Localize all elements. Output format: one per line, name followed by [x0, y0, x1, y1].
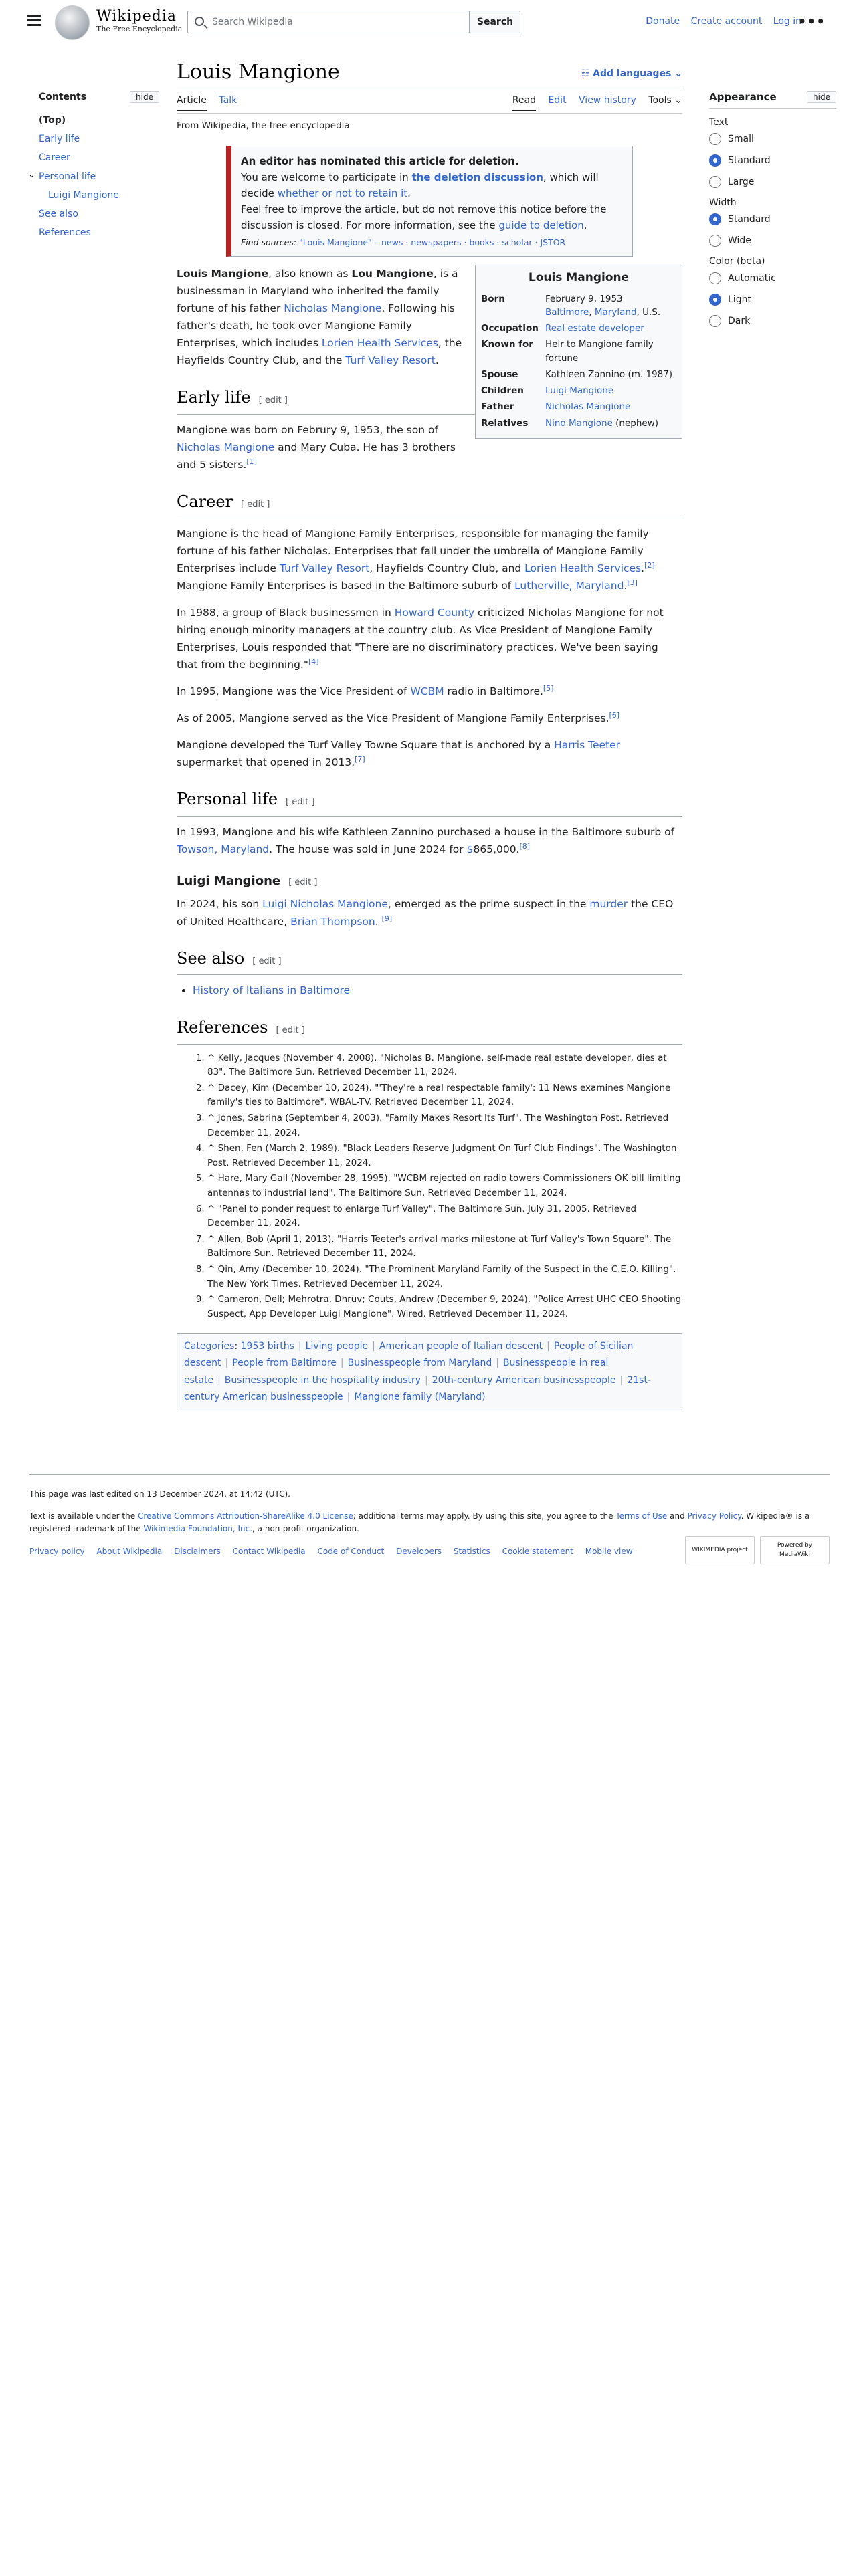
wikipedia-globe-logo[interactable] — [55, 5, 90, 40]
turf-valley-link[interactable]: Turf Valley Resort — [345, 354, 436, 367]
width-label: Width — [709, 197, 737, 208]
privacy-link[interactable]: Privacy Policy — [687, 1511, 741, 1521]
category-link[interactable]: 20th-century American businesspeople — [432, 1374, 616, 1386]
dollar-link[interactable]: $ — [466, 843, 474, 855]
text: , emerged as the prime suspect in the — [387, 897, 590, 910]
donate-link[interactable]: Donate — [646, 16, 680, 27]
footer-link[interactable]: About Wikipedia — [96, 1546, 163, 1556]
cc-license-link[interactable]: Creative Commons Attribution-ShareAlike 4.0 License — [137, 1511, 353, 1521]
text: . — [375, 915, 382, 928]
nicholas-mangione-link[interactable]: Nicholas Mangione — [284, 302, 382, 315]
footer-link[interactable]: Contact Wikipedia — [232, 1546, 306, 1556]
baltimore-link[interactable]: Baltimore — [545, 306, 589, 318]
text: In 1995, Mangione was the Vice President of — [177, 685, 411, 698]
edit-section-link[interactable]: [ edit ] — [241, 499, 270, 510]
infobox-label: Children — [481, 385, 524, 396]
tab-article[interactable]: Article — [177, 95, 207, 111]
article-main — [177, 60, 682, 1410]
footer-link[interactable]: Mobile view — [585, 1546, 633, 1556]
search-button[interactable]: Search — [470, 11, 520, 33]
wikipedia-tagline: The Free Encyclopedia — [96, 25, 183, 33]
heading-text: Luigi Mangione — [177, 873, 281, 888]
color-automatic-option[interactable] — [709, 272, 836, 284]
footer-badges — [685, 1536, 830, 1564]
text: . — [624, 580, 628, 592]
infobox-row-born: Born February 9, 1953 Baltimore, Maryland, U.S. — [481, 292, 676, 320]
see-also-list — [193, 982, 682, 999]
separator: | — [372, 1341, 375, 1352]
murder-link[interactable]: murder — [589, 897, 628, 910]
edit-section-link[interactable]: [ edit ] — [286, 797, 315, 808]
turf-valley-link[interactable]: Turf Valley Resort — [279, 562, 370, 574]
reference-item[interactable]: 8. ^ Qin, Amy (December 10, 2024). "The Prominent Maryland Family of the Suspect in the C.E.O. Killing". The New York Times. Retrieved December 11, 2024. — [207, 1263, 682, 1291]
text: , the Hayfields Country Club, and the — [177, 337, 462, 367]
reference-item[interactable]: 3. ^ Jones, Sabrina (September 4, 2003). "Family Makes Resort Its Turf". The Washington Post. Retrieved December 11, 2024. — [207, 1111, 682, 1140]
text: , a non-profit organization. — [252, 1524, 359, 1534]
table-of-contents — [28, 91, 159, 246]
heading-text: References — [177, 1018, 268, 1037]
radio-icon[interactable] — [709, 315, 721, 327]
birth-date: February 9, 1953 — [545, 293, 623, 304]
infobox-row-occupation — [481, 322, 676, 335]
radio-selected-icon[interactable] — [709, 294, 721, 306]
category-link[interactable]: Living people — [305, 1341, 369, 1352]
reference-item[interactable]: 2. ^ Dacey, Kim (December 10, 2024). "'They're a real respectable family': 11 News examines Mangione family's ties to Baltimore". WBAL-TV. Retrieved December 11, 2024. — [207, 1081, 682, 1110]
page-title-text: Louis Mangione — [177, 60, 340, 84]
text: ; additional terms may apply. By using this site, you agree to the — [353, 1511, 616, 1521]
brian-thompson-link[interactable]: Brian Thompson — [290, 915, 375, 928]
toc-item-early-life[interactable]: Early life — [39, 134, 80, 144]
citation-link[interactable]: [7] — [355, 755, 365, 764]
search-input[interactable] — [212, 15, 433, 29]
more-options-icon[interactable]: ••• — [797, 13, 826, 29]
infobox-label: Spouse — [481, 368, 518, 380]
section-heading-references — [177, 1014, 682, 1044]
maryland-link[interactable]: Maryland — [594, 306, 637, 318]
footer-link[interactable]: Statistics — [453, 1546, 490, 1556]
footer-link[interactable]: Code of Conduct — [317, 1546, 385, 1556]
nicholas-mangione-link[interactable]: Nicholas Mangione — [545, 401, 631, 413]
infobox-label: Born — [481, 293, 505, 304]
separator: | — [425, 1374, 428, 1386]
nicholas-mangione-link[interactable]: Nicholas Mangione — [177, 441, 275, 453]
text: , also known as — [268, 267, 352, 280]
option-label: Large — [728, 177, 755, 187]
option-label: Standard — [728, 155, 771, 166]
footer-link[interactable]: Privacy policy — [29, 1546, 85, 1556]
citation-link[interactable]: [2] — [644, 560, 655, 570]
citation-link[interactable]: [6] — [609, 711, 620, 720]
bold-name: Louis Mangione — [177, 267, 269, 280]
last-edited: This page was last edited on 13 December 2024, at 14:42 (UTC). — [29, 1489, 290, 1499]
reference-item[interactable]: 6. ^ "Panel to ponder request to enlarge Turf Valley". The Baltimore Sun. July 31, 2005. Retrieved December 11, 2024. — [207, 1202, 682, 1231]
text: . Wikipedia® is a registered trademark of the — [29, 1511, 810, 1534]
mediawiki-badge[interactable]: Powered by MediaWiki — [760, 1536, 830, 1564]
harris-teeter-link[interactable]: Harris Teeter — [554, 739, 620, 752]
edit-section-link[interactable]: [ edit ] — [258, 395, 288, 406]
page-tabs — [177, 95, 682, 114]
deletion-discussion-link[interactable]: the deletion discussion — [411, 171, 543, 183]
reference-item[interactable]: 1. ^ Kelly, Jacques (November 4, 2008). "Nicholas B. Mangione, self-made real estate developer, dies at 83". The Baltimore Sun. Retrieved December 11, 2024. — [207, 1051, 682, 1080]
notice-line-1: You are welcome to participate in the deletion discussion, which will decide whether or not to retain it. — [241, 171, 599, 199]
citation-link[interactable]: [1] — [246, 457, 257, 466]
text: and Mary Cuba. He has 3 brothers and 5 sisters. — [177, 441, 456, 471]
tab-view-history[interactable]: View history — [579, 95, 636, 106]
citation-link[interactable]: [5] — [543, 684, 554, 693]
toc-item-see-also[interactable]: See also — [39, 209, 78, 219]
find-sources-label: Find sources: — [241, 237, 297, 247]
category-link[interactable]: 1953 births — [240, 1341, 294, 1352]
reference-item[interactable]: 9. ^ Cameron, Dell; Mehrotra, Dhruv; Couts, Andrew (December 9, 2024). "Police Arrest UHC CEO Shooting Suspect, App Developer Luigi Mangione". Wired. Retrieved December 11, 2024. — [207, 1293, 682, 1321]
separator: | — [217, 1374, 221, 1386]
bold-name: Lou Mangione — [351, 267, 434, 280]
text-standard-option[interactable] — [709, 154, 836, 167]
career-paragraph-5 — [177, 736, 682, 771]
option-label: Automatic — [728, 273, 776, 284]
text: radio in Baltimore. — [444, 685, 543, 698]
heading-text: See also — [177, 948, 245, 968]
footer-link[interactable]: Developers — [396, 1546, 442, 1556]
text: (nephew) — [612, 417, 659, 429]
guide-to-deletion-link[interactable]: guide to deletion — [498, 219, 584, 231]
deletion-notice — [226, 146, 633, 257]
option-label: Standard — [728, 214, 771, 225]
personal-life-paragraph — [177, 823, 682, 858]
option-label: Wide — [728, 235, 751, 246]
heading-text: Personal life — [177, 790, 278, 809]
separator: | — [340, 1358, 344, 1369]
lutherville-link[interactable]: Lutherville, Maryland — [514, 580, 624, 592]
text-large-option[interactable] — [709, 176, 836, 188]
career-paragraph-2 — [177, 604, 682, 673]
add-languages-button[interactable]: ☷ Add languages ⌄ — [581, 68, 682, 79]
separator: | — [547, 1341, 550, 1352]
separator: | — [619, 1374, 624, 1386]
find-sources-links[interactable]: "Louis Mangione" – news · newspapers · books · scholar · JSTOR — [299, 237, 566, 247]
text-size-label: Text — [709, 117, 729, 128]
list-item — [193, 982, 682, 999]
create-account-link[interactable]: Create account — [690, 16, 763, 27]
chevron-down-icon[interactable]: ⌄ — [28, 170, 35, 180]
appearance-title: Appearance — [709, 91, 777, 103]
separator: | — [298, 1341, 302, 1352]
category-link[interactable]: People of Sicilian descent — [184, 1341, 634, 1369]
text-small-option[interactable] — [709, 133, 836, 145]
citation-link[interactable]: [8] — [519, 841, 531, 851]
history-italians-link[interactable]: History of Italians in Baltimore — [193, 984, 351, 997]
infobox-label: Relatives — [481, 417, 529, 429]
text: supermarket that opened in 2013. — [177, 756, 355, 769]
luigi-paragraph — [177, 895, 682, 930]
infobox-label: Occupation — [481, 323, 539, 334]
wikimedia-badge[interactable]: WIKIMEDIA project — [685, 1536, 755, 1564]
width-standard-option[interactable] — [709, 213, 836, 225]
citation-link[interactable]: [9] — [381, 914, 393, 923]
text: 865,000. — [473, 843, 520, 855]
career-paragraph-4 — [177, 710, 682, 727]
infobox-value: Kathleen Zannino (m. 1987) — [545, 368, 673, 380]
add-languages-label: Add languages — [593, 68, 672, 79]
option-label: Small — [728, 134, 754, 144]
infobox-row-father — [481, 400, 676, 413]
text: the CEO of United Healthcare, — [177, 897, 674, 928]
category-link[interactable]: People from Baltimore — [232, 1358, 337, 1369]
section-heading-see-also — [177, 945, 682, 975]
tab-tools[interactable]: Tools ⌄ — [648, 95, 682, 106]
text: . — [641, 562, 645, 574]
infobox-label: Father — [481, 401, 514, 413]
infobox-label: Known for — [481, 339, 533, 350]
site-header — [0, 0, 859, 44]
luigi-mangione-link[interactable]: Luigi Nicholas Mangione — [262, 897, 388, 910]
text: , is a businessman in Maryland who inherited the family fortune of his father — [177, 267, 458, 315]
career-paragraph-1 — [177, 525, 682, 595]
infobox-title: Louis Mangione — [528, 271, 630, 284]
heading-text: Career — [177, 492, 233, 511]
infobox — [475, 265, 682, 439]
reference-item[interactable]: 4. ^ Shen, Fen (March 2, 1989). "Black Leaders Reserve Judgment On Turf Club Findings". The Washington Post. Retrieved December 11, 2024. — [207, 1142, 682, 1170]
text: Mangione is the head of Mangione Family Enterprises, responsible for managing the family fortune of his father Nicholas. Enterprises that fall under the umbrella of Mangione Family Enterprises include — [177, 527, 649, 574]
edit-section-link[interactable]: [ edit ] — [252, 956, 282, 966]
text: . The house was sold in June 2024 for — [269, 843, 467, 855]
edit-section-link[interactable]: [ edit ] — [288, 877, 318, 887]
retain-link[interactable]: whether or not to retain it — [277, 187, 408, 199]
infobox-row-known-for — [481, 338, 676, 365]
edit-section-link[interactable]: [ edit ] — [276, 1025, 305, 1036]
toc-item-personal-life[interactable]: Personal life — [39, 171, 96, 182]
text: Text is available under the — [29, 1511, 138, 1521]
infobox-row-spouse — [481, 368, 676, 381]
category-link[interactable]: American people of Italian descent — [379, 1341, 543, 1352]
wikipedia-wordmark[interactable]: Wikipedia — [96, 8, 177, 25]
toc-item-career[interactable]: Career — [39, 152, 70, 163]
reference-item[interactable]: 5. ^ Hare, Mary Gail (November 28, 1995). "WCBM rejected on radio towers Commissioners OK bill limiting antennas to industrial land". The Baltimore Sun. Retrieved December 11, 2024. — [207, 1172, 682, 1200]
footer-link[interactable]: Cookie statement — [502, 1546, 573, 1556]
width-wide-option[interactable] — [709, 235, 836, 247]
log-in-link[interactable]: Log in — [773, 16, 801, 27]
text: In 1988, a group of Black businessmen in — [177, 607, 395, 619]
wcbm-link[interactable]: WCBM — [410, 685, 444, 698]
category-link[interactable]: Mangione family (Maryland) — [354, 1391, 486, 1402]
search-icon — [195, 17, 204, 26]
separator: | — [225, 1358, 229, 1369]
section-heading-personal-life — [177, 786, 682, 816]
infobox-row-children — [481, 384, 676, 397]
lorien-link[interactable]: Lorien Health Services — [524, 562, 642, 574]
categories-box: Categories: 1953 births | Living people | American people of Italian descent | People of Sicilian descent | People from Baltimore | Businesspeople from Maryland | Businesspeople in real estate | Businesspeople in the hospitality industry | 20th-century American businesspeople | 21st-century American businesspeople | Mangione family (Maryland) — [177, 1333, 682, 1410]
appearance-panel — [709, 91, 836, 336]
career-paragraph-3 — [177, 683, 682, 700]
citation-link[interactable]: [3] — [627, 578, 638, 587]
tab-talk[interactable]: Talk — [219, 95, 237, 106]
infobox-row-relatives — [481, 417, 676, 430]
text: , which will decide — [241, 171, 599, 199]
text: As of 2005, Mangione served as the Vice President of Mangione Family Enterprises. — [177, 712, 609, 725]
notice-line-2: Feel free to improve the article, but do not remove this notice before the discussion is closed. For more information, see the guide to deletion. — [241, 203, 607, 231]
toc-hide-button[interactable]: hide — [130, 91, 159, 103]
footer-link[interactable]: Disclaimers — [174, 1546, 221, 1556]
page-title — [177, 60, 682, 88]
notice-heading: An editor has nominated this article for deletion. — [241, 155, 519, 167]
radio-selected-icon[interactable] — [709, 213, 721, 225]
lorien-link[interactable]: Lorien Health Services — [321, 337, 438, 350]
tools-label: Tools — [648, 95, 672, 106]
find-sources — [241, 236, 623, 249]
categories-label-link[interactable]: Categories — [184, 1341, 235, 1352]
citation-link[interactable]: [4] — [308, 657, 319, 666]
text: Mangione Family Enterprises is based in the Baltimore suburb of — [177, 580, 515, 592]
text: Feel free to improve the article, but do not remove this notice before the discussion is closed. For more information, see the — [241, 203, 607, 231]
towson-link[interactable]: Towson, Maryland — [177, 843, 270, 855]
radio-icon[interactable] — [709, 176, 721, 188]
text: and — [667, 1511, 688, 1521]
terms-link[interactable]: Terms of Use — [615, 1511, 668, 1521]
references-list — [207, 1051, 682, 1322]
text: In 2024, his son — [177, 897, 263, 910]
separator: | — [347, 1391, 351, 1402]
category-link[interactable]: 21st-century American businesspeople — [184, 1374, 651, 1402]
howard-county-link[interactable]: Howard County — [394, 607, 475, 619]
section-heading-career — [177, 488, 682, 518]
color-light-option[interactable] — [709, 294, 836, 306]
tab-edit[interactable]: Edit — [548, 95, 567, 106]
radio-selected-icon[interactable] — [709, 154, 721, 167]
category-link[interactable]: Businesspeople from Maryland — [347, 1358, 492, 1369]
license-text — [29, 1510, 830, 1535]
category-link[interactable]: Businesspeople in real estate — [184, 1358, 609, 1386]
text: . Following his father's death, he took over Mangione Family Enterprises, which includes — [177, 302, 456, 350]
toc-item-references[interactable]: References — [39, 227, 91, 238]
section-heading-luigi-mangione — [177, 871, 682, 891]
radio-icon[interactable] — [709, 272, 721, 284]
infobox-value: Heir to Mangione family fortune — [545, 339, 654, 364]
toc-item-top[interactable]: (Top) — [39, 115, 66, 126]
nino-mangione-link[interactable]: Nino Mangione — [545, 417, 613, 429]
occupation-link[interactable]: Real estate developer — [545, 323, 644, 334]
text: , U.S. — [636, 306, 661, 318]
luigi-mangione-link[interactable]: Luigi Mangione — [545, 385, 614, 396]
foundation-link[interactable]: Wikimedia Foundation, Inc. — [143, 1524, 253, 1534]
text: Mangione developed the Turf Valley Towne Square that is anchored by a — [177, 739, 555, 752]
text: You are welcome to participate in — [241, 171, 412, 183]
color-label: Color (beta) — [709, 256, 765, 267]
toc-title: Contents — [39, 92, 87, 102]
radio-icon[interactable] — [709, 235, 721, 247]
personal-tools — [638, 16, 801, 27]
tagline-from: From Wikipedia, the free encyclopedia — [177, 120, 350, 131]
separator: | — [496, 1358, 499, 1369]
color-dark-option[interactable] — [709, 315, 836, 327]
radio-icon[interactable] — [709, 133, 721, 145]
appearance-hide-button[interactable]: hide — [807, 91, 836, 103]
option-label: Dark — [728, 316, 751, 326]
text: , Hayfields Country Club, and — [369, 562, 525, 574]
text: Mangione was born on Februry 9, 1953, the son of — [177, 423, 438, 436]
category-link[interactable]: Businesspeople in the hospitality industry — [224, 1374, 421, 1386]
reference-item[interactable]: 7. ^ Allen, Bob (April 1, 2013). "Harris Teeter's arrival marks milestone at Turf Valley's Town Square". The Baltimore Sun. Retrieved December 11, 2024. — [207, 1232, 682, 1261]
page-footer — [29, 1474, 830, 1558]
search-box — [187, 11, 470, 33]
text: In 1993, Mangione and his wife Kathleen Zannino purchased a house in the Baltimore suburb of — [177, 825, 675, 838]
main-menu-icon[interactable] — [27, 15, 41, 27]
option-label: Light — [728, 294, 751, 305]
heading-text: Early life — [177, 388, 251, 407]
text: criticized Nicholas Mangione for not hiring enough minority managers at the country club. As Vice President of Mangione Family Enterprises, Louis responded that "There are no discriminatory practices. We've been saying that from the beginning." — [177, 607, 664, 671]
tab-read[interactable]: Read — [512, 95, 536, 111]
toc-item-luigi-mangione[interactable]: Luigi Mangione — [48, 190, 119, 201]
text: . — [435, 354, 439, 367]
